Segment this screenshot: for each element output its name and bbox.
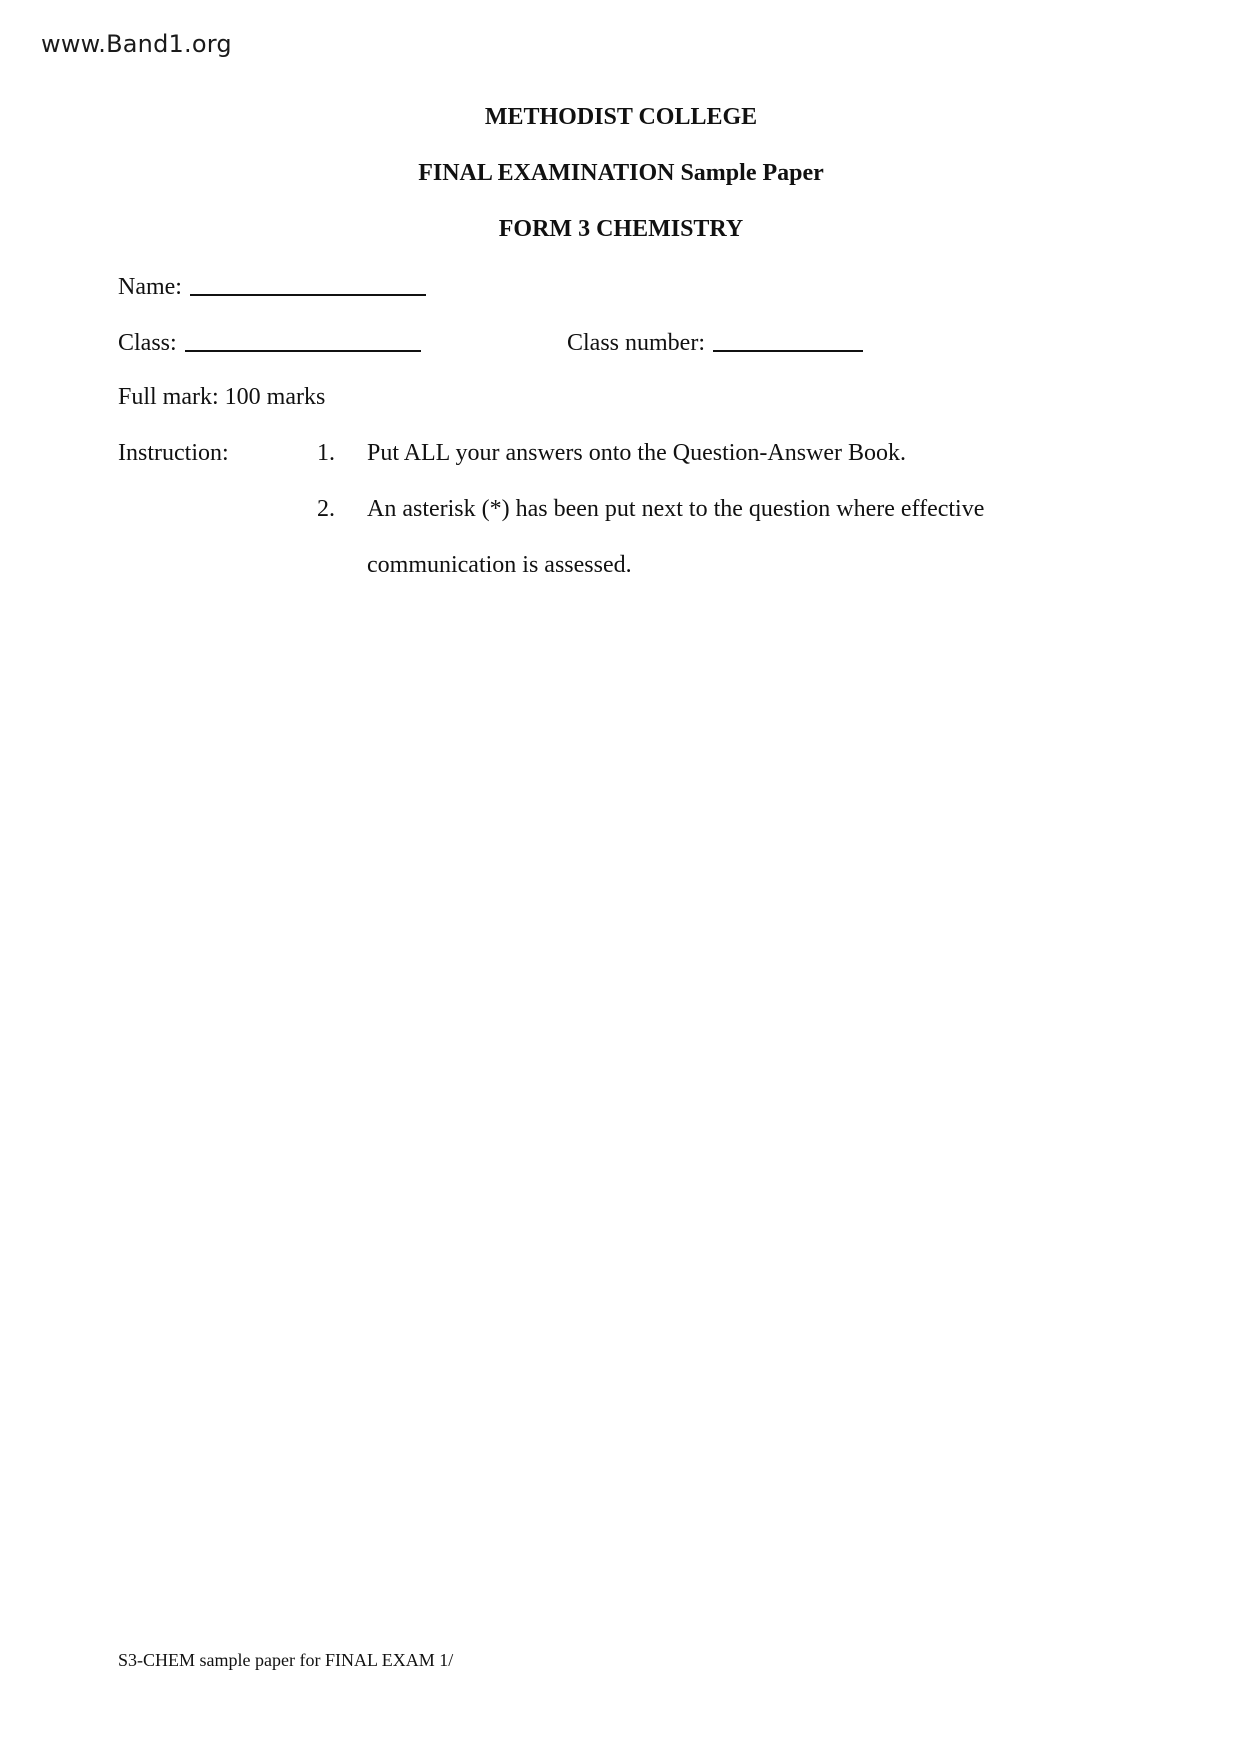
instruction-number-2: 2. (317, 496, 335, 522)
instruction-number-1: 1. (317, 440, 335, 466)
school-title: METHODIST COLLEGE (484, 104, 758, 130)
instruction-label: Instruction: (118, 440, 229, 466)
exam-title: FINAL EXAMINATION Sample Paper (418, 160, 824, 186)
class-label: Class: (118, 330, 177, 356)
watermark-url: www.Band1.org (41, 30, 232, 58)
class-blank[interactable] (185, 330, 421, 352)
name-field (118, 272, 426, 301)
page-footer: S3-CHEM sample paper for FINAL EXAM 1/ (118, 1650, 454, 1670)
class-number-blank[interactable] (713, 330, 863, 352)
subject-title: FORM 3 CHEMISTRY (498, 216, 744, 242)
instruction-text-1: Put ALL your answers onto the Question-Answer Book. (367, 440, 907, 466)
class-number-field (567, 328, 863, 357)
name-blank[interactable] (190, 274, 426, 296)
class-number-label: Class number: (567, 330, 705, 356)
class-field (118, 328, 421, 357)
instruction-text-2-continuation: communication is assessed. (367, 552, 632, 578)
name-label: Name: (118, 274, 182, 300)
full-mark: Full mark: 100 marks (118, 384, 326, 410)
instruction-text-2: An asterisk (*) has been put next to the question where effective (367, 496, 985, 522)
